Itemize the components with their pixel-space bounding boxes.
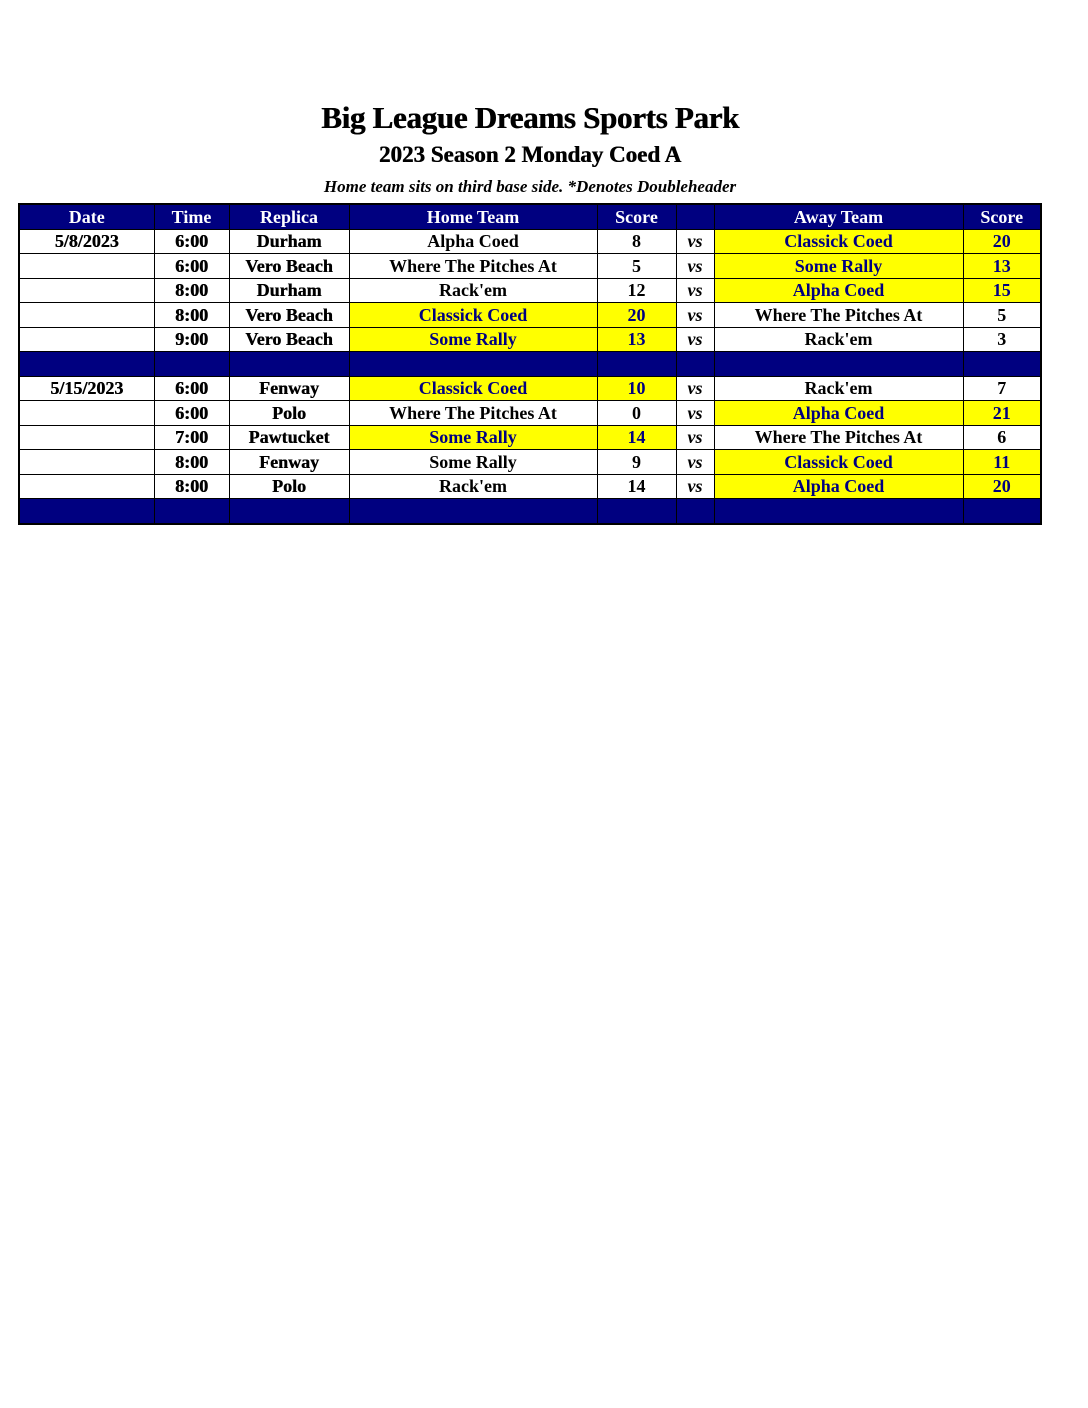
cell-date — [19, 474, 154, 499]
separator-cell — [714, 499, 963, 524]
cell-replica: Fenway — [229, 376, 349, 401]
cell-away-team: Classick Coed — [714, 450, 963, 475]
cell-date — [19, 303, 154, 328]
cell-date — [19, 401, 154, 426]
cell-home-team: Where The Pitches At — [349, 401, 597, 426]
cell-replica: Fenway — [229, 450, 349, 475]
cell-home-score: 8 — [597, 229, 676, 254]
cell-time: 6:00 — [154, 376, 229, 401]
cell-vs: vs — [676, 450, 714, 475]
cell-away-team: Classick Coed — [714, 229, 963, 254]
table-row — [19, 229, 1041, 254]
col-header-time: Time — [154, 204, 229, 229]
table-row — [19, 401, 1041, 426]
cell-time: 8:00 — [154, 278, 229, 303]
col-header-replica: Replica — [229, 204, 349, 229]
cell-home-team: Some Rally — [349, 450, 597, 475]
col-header-home-score: Score — [597, 204, 676, 229]
cell-replica: Vero Beach — [229, 327, 349, 352]
separator-cell — [349, 499, 597, 524]
cell-time: 8:00 — [154, 303, 229, 328]
cell-replica: Polo — [229, 474, 349, 499]
cell-away-team: Alpha Coed — [714, 278, 963, 303]
cell-vs: vs — [676, 327, 714, 352]
separator-cell — [963, 352, 1041, 377]
separator-cell — [597, 499, 676, 524]
cell-date: 5/8/2023 — [19, 229, 154, 254]
cell-vs: vs — [676, 254, 714, 279]
separator-cell — [676, 499, 714, 524]
cell-away-team: Rack'em — [714, 376, 963, 401]
cell-home-team: Some Rally — [349, 327, 597, 352]
cell-replica: Polo — [229, 401, 349, 426]
cell-date — [19, 278, 154, 303]
cell-home-score: 9 — [597, 450, 676, 475]
cell-replica: Vero Beach — [229, 254, 349, 279]
separator-cell — [229, 352, 349, 377]
cell-date: 5/15/2023 — [19, 376, 154, 401]
cell-away-score: 11 — [963, 450, 1041, 475]
cell-vs: vs — [676, 278, 714, 303]
schedule-note: Home team sits on third base side. *Denotes Doubleheader — [323, 177, 737, 196]
cell-replica: Durham — [229, 229, 349, 254]
cell-home-score: 0 — [597, 401, 676, 426]
cell-date — [19, 327, 154, 352]
cell-away-team: Alpha Coed — [714, 401, 963, 426]
col-header-date: Date — [19, 204, 154, 229]
cell-vs: vs — [676, 401, 714, 426]
table-row — [19, 254, 1041, 279]
table-row — [19, 303, 1041, 328]
cell-home-score: 5 — [597, 254, 676, 279]
cell-time: 8:00 — [154, 474, 229, 499]
cell-away-score: 7 — [963, 376, 1041, 401]
cell-away-team: Rack'em — [714, 327, 963, 352]
cell-vs: vs — [676, 376, 714, 401]
col-header-away-team: Away Team — [714, 204, 963, 229]
separator-cell — [714, 352, 963, 377]
cell-away-team: Some Rally — [714, 254, 963, 279]
cell-home-team: Classick Coed — [349, 303, 597, 328]
cell-away-score: 15 — [963, 278, 1041, 303]
table-row — [19, 327, 1041, 352]
schedule-table — [18, 203, 1042, 525]
cell-time: 7:00 — [154, 425, 229, 450]
col-header-home-team: Home Team — [349, 204, 597, 229]
col-header-away-score: Score — [963, 204, 1041, 229]
cell-replica: Vero Beach — [229, 303, 349, 328]
week-separator-row — [19, 499, 1041, 524]
cell-home-score: 14 — [597, 425, 676, 450]
separator-cell — [229, 499, 349, 524]
table-header-row — [19, 204, 1041, 229]
week-separator-row — [19, 352, 1041, 377]
cell-vs: vs — [676, 229, 714, 254]
table-row — [19, 278, 1041, 303]
cell-time: 6:00 — [154, 254, 229, 279]
page-title: Big League Dreams Sports Park — [321, 100, 739, 135]
cell-home-score: 14 — [597, 474, 676, 499]
separator-cell — [349, 352, 597, 377]
cell-home-team: Some Rally — [349, 425, 597, 450]
col-header-vs — [676, 204, 714, 229]
cell-replica: Pawtucket — [229, 425, 349, 450]
table-row — [19, 425, 1041, 450]
cell-away-team: Where The Pitches At — [714, 303, 963, 328]
cell-home-team: Rack'em — [349, 278, 597, 303]
cell-home-score: 10 — [597, 376, 676, 401]
cell-home-team: Rack'em — [349, 474, 597, 499]
table-row — [19, 376, 1041, 401]
cell-date — [19, 450, 154, 475]
cell-date — [19, 254, 154, 279]
table-row — [19, 450, 1041, 475]
cell-home-score: 20 — [597, 303, 676, 328]
cell-away-score: 20 — [963, 229, 1041, 254]
separator-cell — [154, 352, 229, 377]
cell-time: 6:00 — [154, 229, 229, 254]
separator-cell — [19, 352, 154, 377]
cell-away-score: 20 — [963, 474, 1041, 499]
cell-vs: vs — [676, 474, 714, 499]
page-subtitle: 2023 Season 2 Monday Coed A — [378, 142, 682, 167]
cell-time: 8:00 — [154, 450, 229, 475]
cell-vs: vs — [676, 425, 714, 450]
cell-away-team: Alpha Coed — [714, 474, 963, 499]
cell-away-score: 6 — [963, 425, 1041, 450]
cell-away-score: 3 — [963, 327, 1041, 352]
table-row — [19, 474, 1041, 499]
cell-time: 6:00 — [154, 401, 229, 426]
cell-replica: Durham — [229, 278, 349, 303]
separator-cell — [676, 352, 714, 377]
cell-vs: vs — [676, 303, 714, 328]
cell-time: 9:00 — [154, 327, 229, 352]
cell-home-score: 13 — [597, 327, 676, 352]
cell-home-team: Where The Pitches At — [349, 254, 597, 279]
cell-home-team: Alpha Coed — [349, 229, 597, 254]
cell-date — [19, 425, 154, 450]
separator-cell — [19, 499, 154, 524]
separator-cell — [963, 499, 1041, 524]
cell-away-score: 21 — [963, 401, 1041, 426]
cell-home-score: 12 — [597, 278, 676, 303]
cell-away-score: 5 — [963, 303, 1041, 328]
cell-home-team: Classick Coed — [349, 376, 597, 401]
cell-away-team: Where The Pitches At — [714, 425, 963, 450]
cell-away-score: 13 — [963, 254, 1041, 279]
separator-cell — [597, 352, 676, 377]
separator-cell — [154, 499, 229, 524]
